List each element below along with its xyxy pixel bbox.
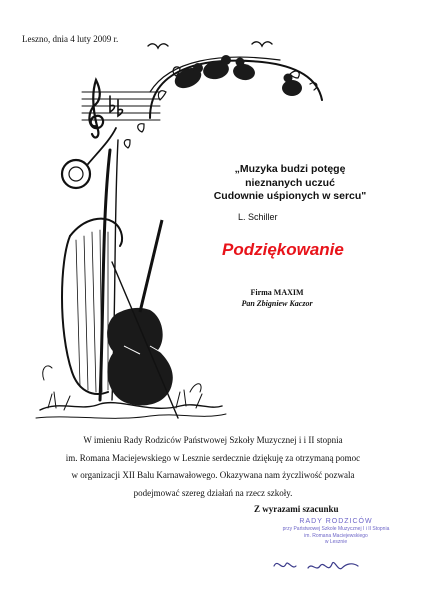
body-line: w organizacji XII Balu Karnawałowego. Okazywana nam życzliwość pozwala xyxy=(71,470,355,480)
quote-line: nieznanych uczuć xyxy=(245,176,335,189)
recipient-person: Pan Zbigniew Kaczor xyxy=(241,299,313,308)
stamp-line: im. Romana Maciejewskiego xyxy=(304,532,368,539)
body-line: podejmować szereg działań na rzecz szkoły. xyxy=(133,487,293,498)
flying-bird-icon xyxy=(252,42,272,46)
bird-icon xyxy=(282,80,302,96)
letter-title: Podziękowanie xyxy=(222,240,344,259)
horn-icon xyxy=(62,160,90,188)
signature xyxy=(268,552,388,578)
flat-icon xyxy=(110,96,115,112)
flat-icon xyxy=(118,100,123,116)
recipient-block xyxy=(212,287,342,309)
closing-phrase: Z wyrazami szacunku xyxy=(254,504,339,514)
cello-icon xyxy=(107,220,173,405)
official-stamp xyxy=(276,518,396,546)
letter-date: Leszno, dnia 4 luty 2009 r. xyxy=(22,34,119,44)
stamp-title: RADY RODZICÓW xyxy=(299,518,373,525)
flying-bird-icon xyxy=(148,44,168,48)
quote-line: „Muzyka budzi potęgę xyxy=(234,163,346,175)
quote-line: Cudownie uśpionych w sercu" xyxy=(213,190,367,202)
body-line: im. Romana Maciejewskiego w Lesznie serdecznie dziękuję za otrzymaną pomoc xyxy=(65,452,361,463)
treble-clef-icon xyxy=(89,80,103,137)
bird-icon xyxy=(232,62,256,82)
letter-body xyxy=(28,432,398,502)
body-line: W imieniu Rady Rodziców Państwowej Szkoły Muzycznej i i II stopnia xyxy=(83,435,343,445)
recipient-company: Firma MAXIM xyxy=(250,288,304,297)
stamp-line: przy Państwowej Szkole Muzycznej I i II Stopnia xyxy=(282,526,390,532)
stamp-line: w Lesznie xyxy=(324,539,348,545)
quote-author: L. Schiller xyxy=(238,212,278,222)
quote-block xyxy=(190,163,390,204)
